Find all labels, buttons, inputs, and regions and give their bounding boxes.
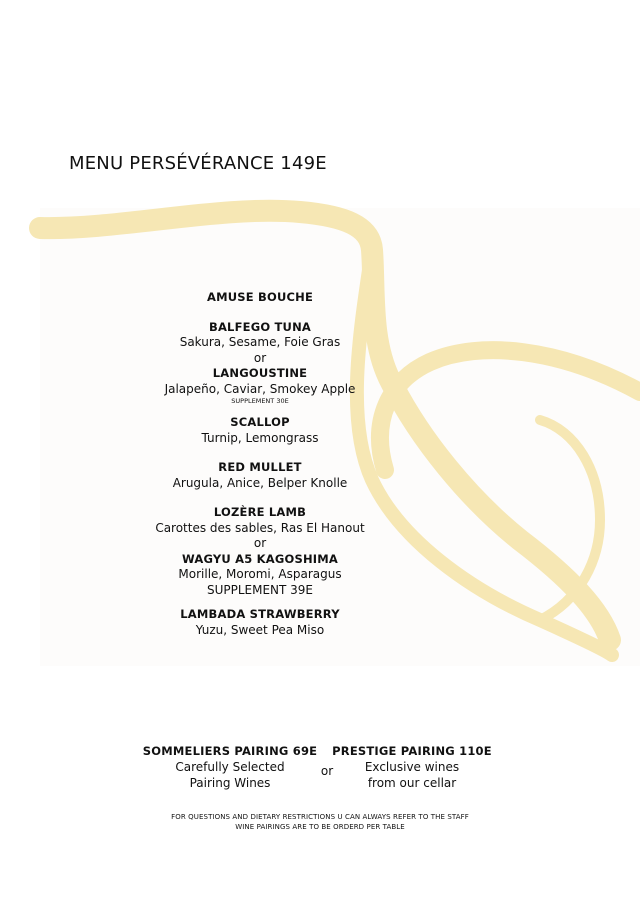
footer-line-1: FOR QUESTIONS AND DIETARY RESTRICTIONS U CAN ALWAYS REFER TO THE STAFF <box>171 813 469 821</box>
footer-line-2: WINE PAIRINGS ARE TO BE ORDERD PER TABLE <box>235 823 405 831</box>
course-strawberry-name: LAMBADA STRAWBERRY <box>180 607 340 621</box>
course-mullet-desc: Arugula, Anice, Belper Knolle <box>172 475 348 490</box>
course-list <box>60 290 460 638</box>
course-scallop-desc: Turnip, Lemongrass <box>201 430 319 445</box>
course-langoustine-supplement: SUPPLEMENT 30E <box>231 397 289 405</box>
course-wagyu-supplement: SUPPLEMENT 39E <box>206 582 314 597</box>
sommeliers-pairing <box>140 743 320 791</box>
course-amuse-name: AMUSE BOUCHE <box>206 290 314 304</box>
sommeliers-pairing-name: SOMMELIERS PAIRING 69E <box>142 744 318 758</box>
prestige-pairing <box>332 743 492 791</box>
course-or-2: or <box>253 536 267 550</box>
course-wagyu-desc: Morille, Moromi, Asparagus <box>178 567 342 581</box>
course-lamb-desc: Carottes des sables, Ras El Hanout <box>155 520 365 535</box>
footer-notes <box>100 812 540 832</box>
course-tuna-name: BALFEGO TUNA <box>208 319 312 334</box>
pairing-or: or <box>320 764 334 778</box>
sommeliers-pairing-line2: Pairing Wines <box>189 776 271 790</box>
course-or-1: or <box>253 350 267 365</box>
prestige-pairing-line1: Exclusive wines <box>364 760 460 774</box>
course-langoustine-name: LANGOUSTINE <box>212 366 308 380</box>
prestige-pairing-name: PRESTIGE PAIRING 110E <box>332 744 492 758</box>
course-tuna-desc: Sakura, Sesame, Foie Gras <box>179 335 341 349</box>
course-langoustine-desc: Jalapeño, Caviar, Smokey Apple <box>164 381 356 396</box>
menu-title: MENU PERSÉVÉRANCE 149E <box>69 153 327 174</box>
course-scallop-name: SCALLOP <box>230 415 290 429</box>
course-strawberry-desc: Yuzu, Sweet Pea Miso <box>195 622 325 637</box>
prestige-pairing-line2: from our cellar <box>367 776 457 790</box>
course-mullet-name: RED MULLET <box>218 460 302 474</box>
course-wagyu-name: WAGYU A5 KAGOSHIMA <box>182 551 338 566</box>
course-lamb-name: LOZÈRE LAMB <box>213 505 307 519</box>
sommeliers-pairing-line1: Carefully Selected <box>175 760 285 774</box>
